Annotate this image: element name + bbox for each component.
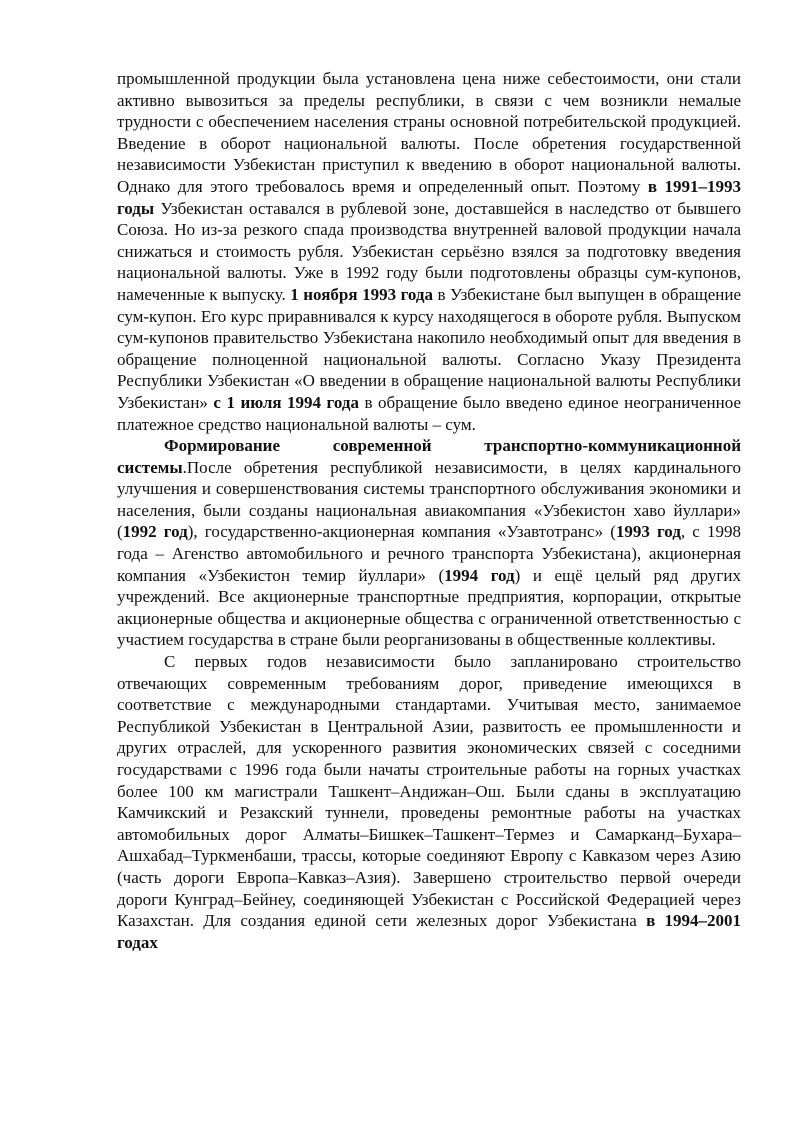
text-run: Узбекистан оставался в рублевой зоне, доставшейся в наследство от бывшего Союза. Но из-за резкого спада производства внутренней валовой продукции начала снижаться и стоимость рубля. Узбекистан серьёзно взялся за подготовку введения национальной валюты. Уже в 1992 году были подготовлены образцы сум-купонов, намеченные к выпуску. — [117, 198, 741, 304]
bold-date: в 1994–2001 годах — [117, 911, 742, 952]
bold-date: 1992 год — [122, 522, 188, 542]
text-run: ) и ещё целый ряд других учреждений. Все акционерные транспортные предприятия, корпорации, открытые акционерные общества и акционерные общества с ограниченной ответственностью с участием государства в стране были реорганизованы в общественные коллективы. — [117, 565, 742, 650]
bold-date: 1994 год — [444, 565, 515, 585]
paragraph-transport-system — [117, 435, 741, 651]
text-run: в обращение было введено единое неограниченное платежное средство национальной валюты – сум. — [117, 392, 741, 434]
paragraph-currency — [117, 68, 741, 435]
paragraph-roads — [117, 651, 741, 953]
document-page — [117, 68, 741, 953]
text-run: в Узбекистане был выпущен в обращение сум-купон. Его курс приравнивался к курсу находящегося в обороте рубля. Выпуском сум-купонов правительство Узбекистана накопило необходимый опыт для введения в обращение полноценной национальной валюты. Согласно Указу Президента Республики Узбекистан «О введении в обращение национальной валюты Республики Узбекистан» — [117, 284, 741, 412]
text-run: , с 1998 года – Агенство автомобильного и речного транспорта Узбекистана), акционерная компания «Узбекистон темир йуллари» ( — [117, 522, 741, 585]
text-run: .После обретения республикой независимости, в целях кардинального улучшения и совершенствования системы транспортного обслуживания экономики и населения, были созданы национальная авиакомпания «Узбекистон хаво йуллари» ( — [117, 457, 741, 542]
bold-date: с 1 июля 1994 года — [213, 392, 359, 412]
text-run: С первых годов независимости было запланировано строительство отвечающих современным требованиям дорог, приведение имеющихся в соответствие с международными стандартами. Учитывая место, занимаемое Республикой Узбекистан в Центральной Азии, развитость ее промышленности и других отраслей, для ускоренного развития экономических связей с соседними государствами с 1996 года были начаты строительные работы на горных участках более 100 км магистрали Ташкент–Андижан–Ош. Были сданы в эксплуатацию Камчикский и Резакский туннели, проведены ремонтные работы на участках автомобильных дорог Алматы–Бишкек–Ташкент–Термез и Самарканд–Бухара–Ашхабад–Туркменбаши, трассы, которые соединяют Европу с Кавказом через Азию (часть дороги Европа–Кавказ–Азия). Завершено строительство первой очереди дороги Кунград–Бейнеу, соединяющей Узбекистан с Российской Федерацией через Казахстан. Для создания единой сети железных дорог Узбекистана — [117, 652, 741, 931]
bold-date: в 1991–1993 годы — [117, 176, 741, 218]
bold-date: 1993 год — [615, 522, 681, 542]
section-heading: Формирование современной транспортно-коммуникационной системы — [117, 436, 741, 477]
bold-date: 1 ноября 1993 года — [290, 284, 433, 304]
text-run: промышленной продукции была установлена цена ниже себестоимости, они стали активно вывозиться за пределы республики, в связи с чем возникли немалые трудности с обеспечением населения страны основной потребительской продукцией. Введение в оборот национальной валюты. После обретения государственной независимости Узбекистан приступил к введению в оборот национальной валюты. Однако для этого требовалось время и определенный опыт. Поэтому — [117, 69, 741, 196]
text-run: ), государственно-акционерная компания «Узавтотранс» ( — [187, 522, 616, 542]
